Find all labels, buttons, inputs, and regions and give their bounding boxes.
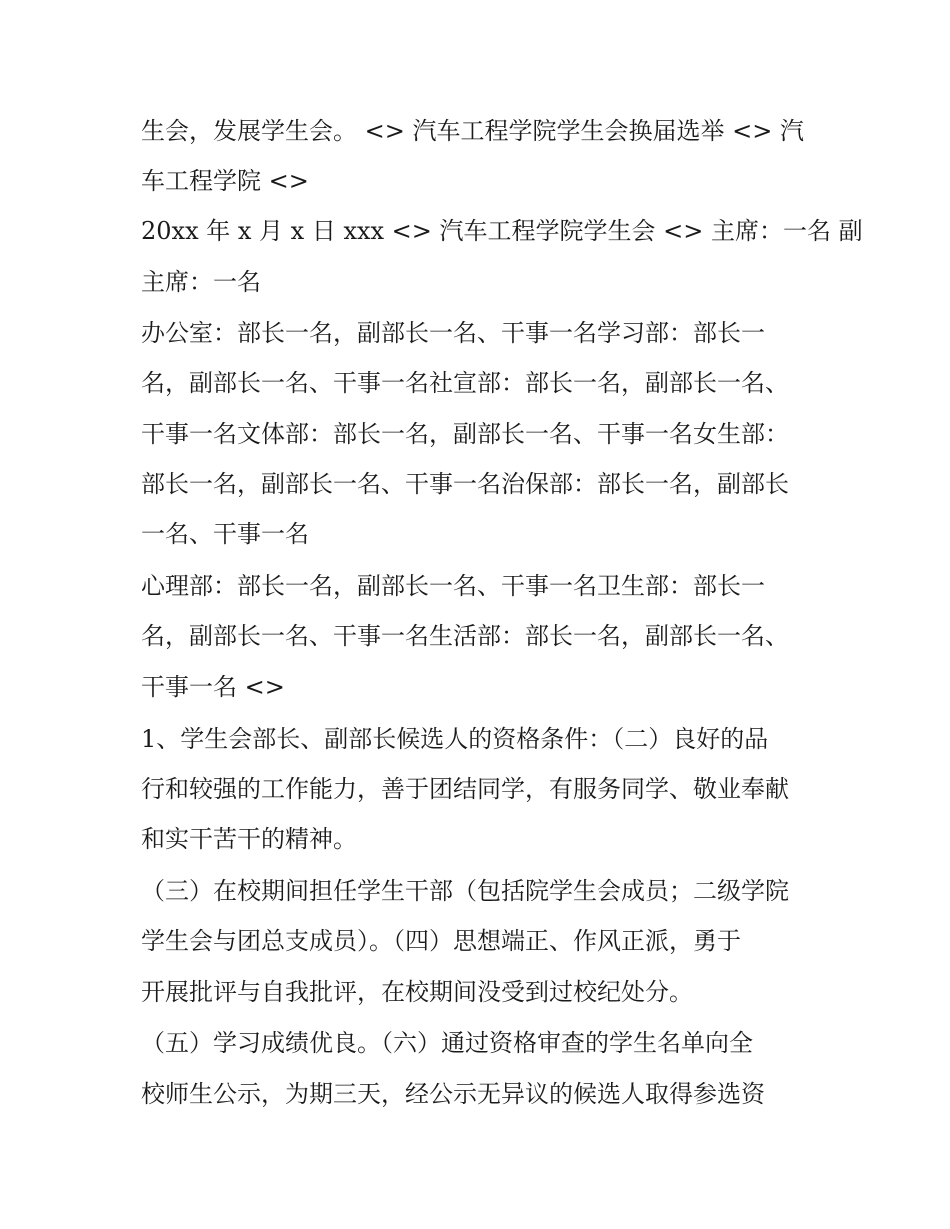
text-line: 部长一名，副部长一名、干事一名治保部：部长一名，副部长 <box>141 470 789 498</box>
text-line: 行和较强的工作能力，善于团结同学，有服务同学、敬业奉献 <box>141 775 789 803</box>
text-line: 20xx 年 x 月 x 日 xxx <> 汽车工程学院学生会 <> 主席：一名 副 <box>141 217 863 245</box>
text-line: 学生会与团总支成员）。（四）思想端正、作风正派，勇于 <box>141 927 741 955</box>
text-line: 一名、干事一名 <box>141 520 309 548</box>
text-line: 心理部：部长一名，副部长一名、干事一名卫生部：部长一 <box>141 572 765 600</box>
text-line: 1、学生会部长、副部长候选人的资格条件：（二）良好的品 <box>141 725 769 753</box>
text-line: 校师生公示，为期三天，经公示无异议的候选人取得参选资 <box>141 1080 765 1108</box>
text-line: 车工程学院 <> <box>141 167 309 195</box>
text-line: 开展批评与自我批评，在校期间没受到过校纪处分。 <box>141 978 693 1006</box>
text-line: 干事一名文体部：部长一名，副部长一名、干事一名女生部： <box>141 420 789 448</box>
text-line: （三）在校期间担任学生干部（包括院学生会成员；二级学院 <box>141 877 789 905</box>
text-line: 主席：一名 <box>141 268 261 296</box>
text-line: 办公室：部长一名，副部长一名、干事一名学习部：部长一 <box>141 319 765 347</box>
text-line: （五）学习成绩优良。（六）通过资格审查的学生名单向全 <box>141 1029 753 1057</box>
text-line: 名，副部长一名、干事一名生活部：部长一名，副部长一名、 <box>141 622 789 650</box>
text-line: 名，副部长一名、干事一名社宣部：部长一名，副部长一名、 <box>141 369 789 397</box>
text-line: 干事一名 <> <box>141 673 285 701</box>
text-line: 生会，发展学生会。 <> 汽车工程学院学生会换届选举 <> 汽 <box>141 117 804 145</box>
text-line: 和实干苦干的精神。 <box>141 825 357 853</box>
